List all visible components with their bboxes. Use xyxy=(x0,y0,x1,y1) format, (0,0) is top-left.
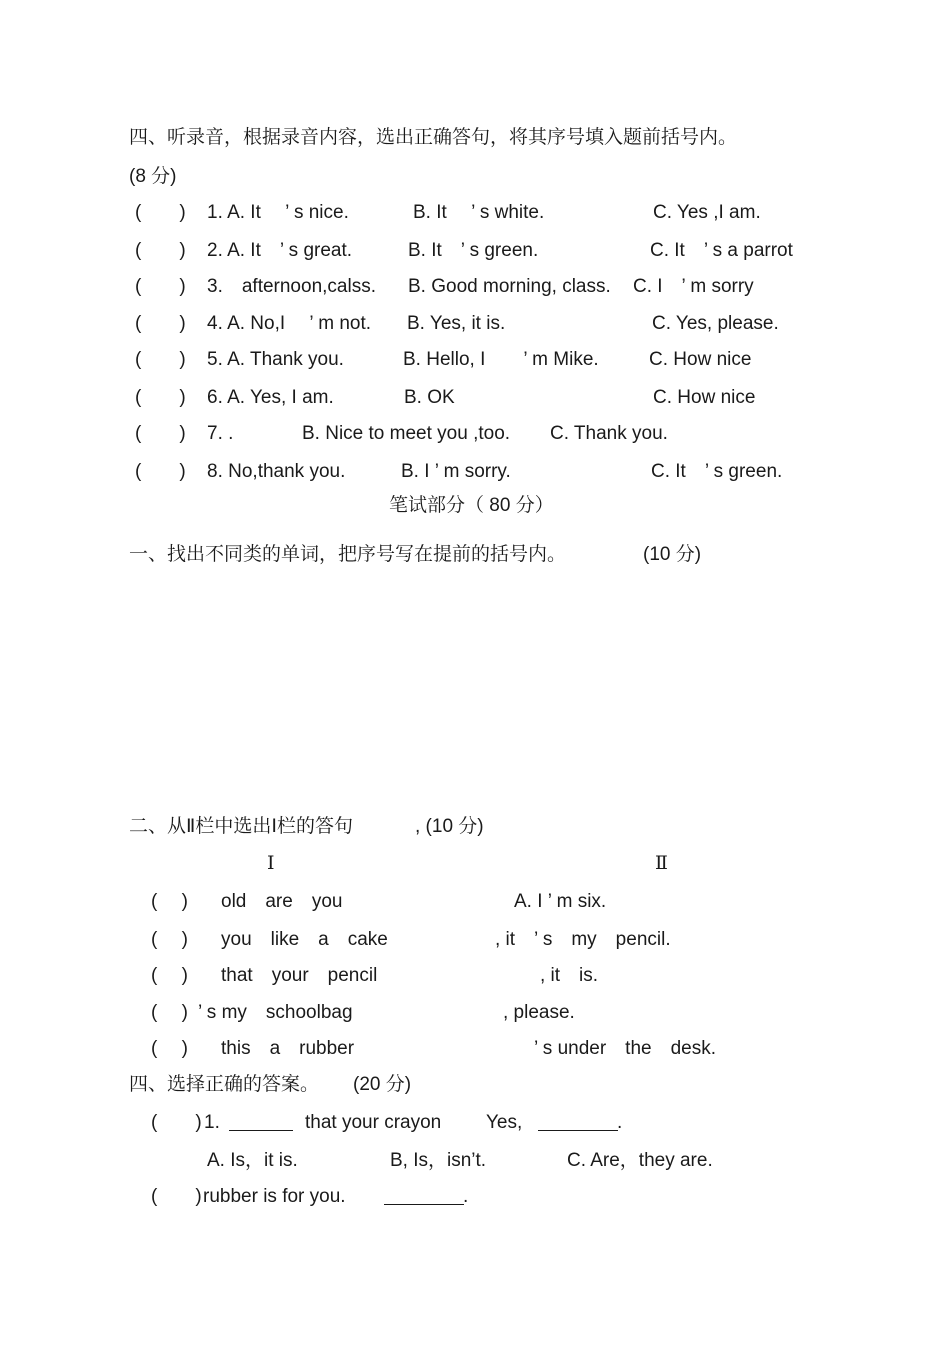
match-answer-c: , it is. xyxy=(540,965,599,986)
choice-option-c: C. Are，they are. xyxy=(567,1150,713,1171)
question-1-option-b: B. It ’ s white. xyxy=(413,202,545,223)
answer-bracket[interactable]: ( ) xyxy=(135,202,186,223)
question-3-option-b: B. Good morning, class. xyxy=(408,276,611,297)
match-question-3: that your pencil xyxy=(221,965,378,986)
answer-bracket[interactable]: ( ) xyxy=(151,1186,202,1207)
answer-bracket[interactable]: ( ) xyxy=(151,1002,188,1023)
question-5-option-b: B. Hello, I ’ m Mike. xyxy=(403,349,599,370)
answer-bracket[interactable]: ( ) xyxy=(135,423,186,444)
match-question-5: this a rubber xyxy=(221,1038,355,1059)
section4-points: (20 分) xyxy=(353,1074,412,1095)
question-1-option-a: 1. A. It ’ s nice. xyxy=(207,202,349,223)
question-8-option-b: B. I ’ m sorry. xyxy=(401,461,511,482)
fill-blank[interactable] xyxy=(384,1204,464,1205)
section4-heading: 四、选择正确的答案。 xyxy=(129,1074,320,1095)
section2-heading: 二、从Ⅱ栏中选出Ⅰ栏的答句 xyxy=(129,816,353,837)
answer-bracket[interactable]: ( ) xyxy=(151,1112,202,1133)
match-answer-a: A. I ’ m six. xyxy=(514,891,607,912)
section1-heading: 一、找出不同类的单词，把序号写在提前的括号内。 xyxy=(129,544,567,565)
answer-bracket[interactable]: ( ) xyxy=(151,1038,188,1059)
question-1-option-c: C. Yes ,I am. xyxy=(653,202,761,223)
choice-option-a: A. Is，it is. xyxy=(207,1150,298,1171)
answer-bracket[interactable]: ( ) xyxy=(135,461,186,482)
fill-blank[interactable] xyxy=(538,1130,618,1131)
choice-option-b: B, Is，isn’t. xyxy=(390,1150,487,1171)
question-4-option-c: C. Yes, please. xyxy=(652,313,779,334)
question-6-option-a: 6. A. Yes, I am. xyxy=(207,387,334,408)
section2-points: , (10 分) xyxy=(415,816,484,837)
answer-bracket[interactable]: ( ) xyxy=(135,387,186,408)
answer-bracket[interactable]: ( ) xyxy=(151,929,188,950)
answer-bracket[interactable]: ( ) xyxy=(135,276,186,297)
answer-bracket[interactable]: ( ) xyxy=(135,313,186,334)
answer-bracket[interactable]: ( ) xyxy=(135,240,186,261)
answer-bracket[interactable]: ( ) xyxy=(135,349,186,370)
question-6-option-c: C. How nice xyxy=(653,387,756,408)
question-text: rubber is for you. xyxy=(203,1186,346,1207)
question-number: 1. xyxy=(204,1112,220,1133)
question-5-option-c: C. How nice xyxy=(649,349,752,370)
question-2-option-a: 2. A. It ’ s great. xyxy=(207,240,353,261)
question-3-option-a: 3. afternoon,calss. xyxy=(207,276,376,297)
match-question-2: you like a cake xyxy=(221,929,388,950)
question-6-option-b: B. OK xyxy=(404,387,455,408)
match-question-4: ’ s my schoolbag xyxy=(198,1002,353,1023)
question-period: . xyxy=(463,1186,469,1207)
match-answer-e: ’ s under the desk. xyxy=(534,1038,716,1059)
listening-points: (8 分) xyxy=(129,166,177,187)
column-2-label: Ⅱ xyxy=(655,852,668,874)
fill-blank[interactable] xyxy=(229,1130,293,1131)
question-text: that your crayon xyxy=(305,1112,442,1133)
question-8-option-c: C. It ’ s green. xyxy=(651,461,783,482)
question-7-option-b: B. Nice to meet you ,too. xyxy=(302,423,511,444)
listening-heading: 四、听录音，根据录音内容，选出正确答句，将其序号填入题前括号内。 xyxy=(129,127,738,148)
question-2-option-b: B. It ’ s green. xyxy=(408,240,539,261)
question-3-option-c: C. I ’ m sorry xyxy=(633,276,754,297)
question-4-option-a: 4. A. No,I ’ m not. xyxy=(207,313,372,334)
written-part-title: 笔试部分（ 80 分） xyxy=(389,495,554,516)
answer-bracket[interactable]: ( ) xyxy=(151,891,188,912)
answer-bracket[interactable]: ( ) xyxy=(151,965,188,986)
question-4-option-b: B. Yes, it is. xyxy=(407,313,506,334)
question-response: Yes, xyxy=(486,1112,523,1133)
match-question-1: old are you xyxy=(221,891,343,912)
question-7-option-a: 7. . xyxy=(207,423,234,444)
match-answer-d: , please. xyxy=(503,1002,575,1023)
question-7-option-c: C. Thank you. xyxy=(550,423,668,444)
question-8-option-a: 8. No,thank you. xyxy=(207,461,346,482)
question-period: . xyxy=(617,1112,623,1133)
section1-points: (10 分) xyxy=(643,544,702,565)
question-5-option-a: 5. A. Thank you. xyxy=(207,349,344,370)
question-2-option-c: C. It ’ s a parrot xyxy=(650,240,793,261)
match-answer-b: , it ’ s my pencil. xyxy=(495,929,671,950)
column-1-label: Ⅰ xyxy=(267,852,275,874)
